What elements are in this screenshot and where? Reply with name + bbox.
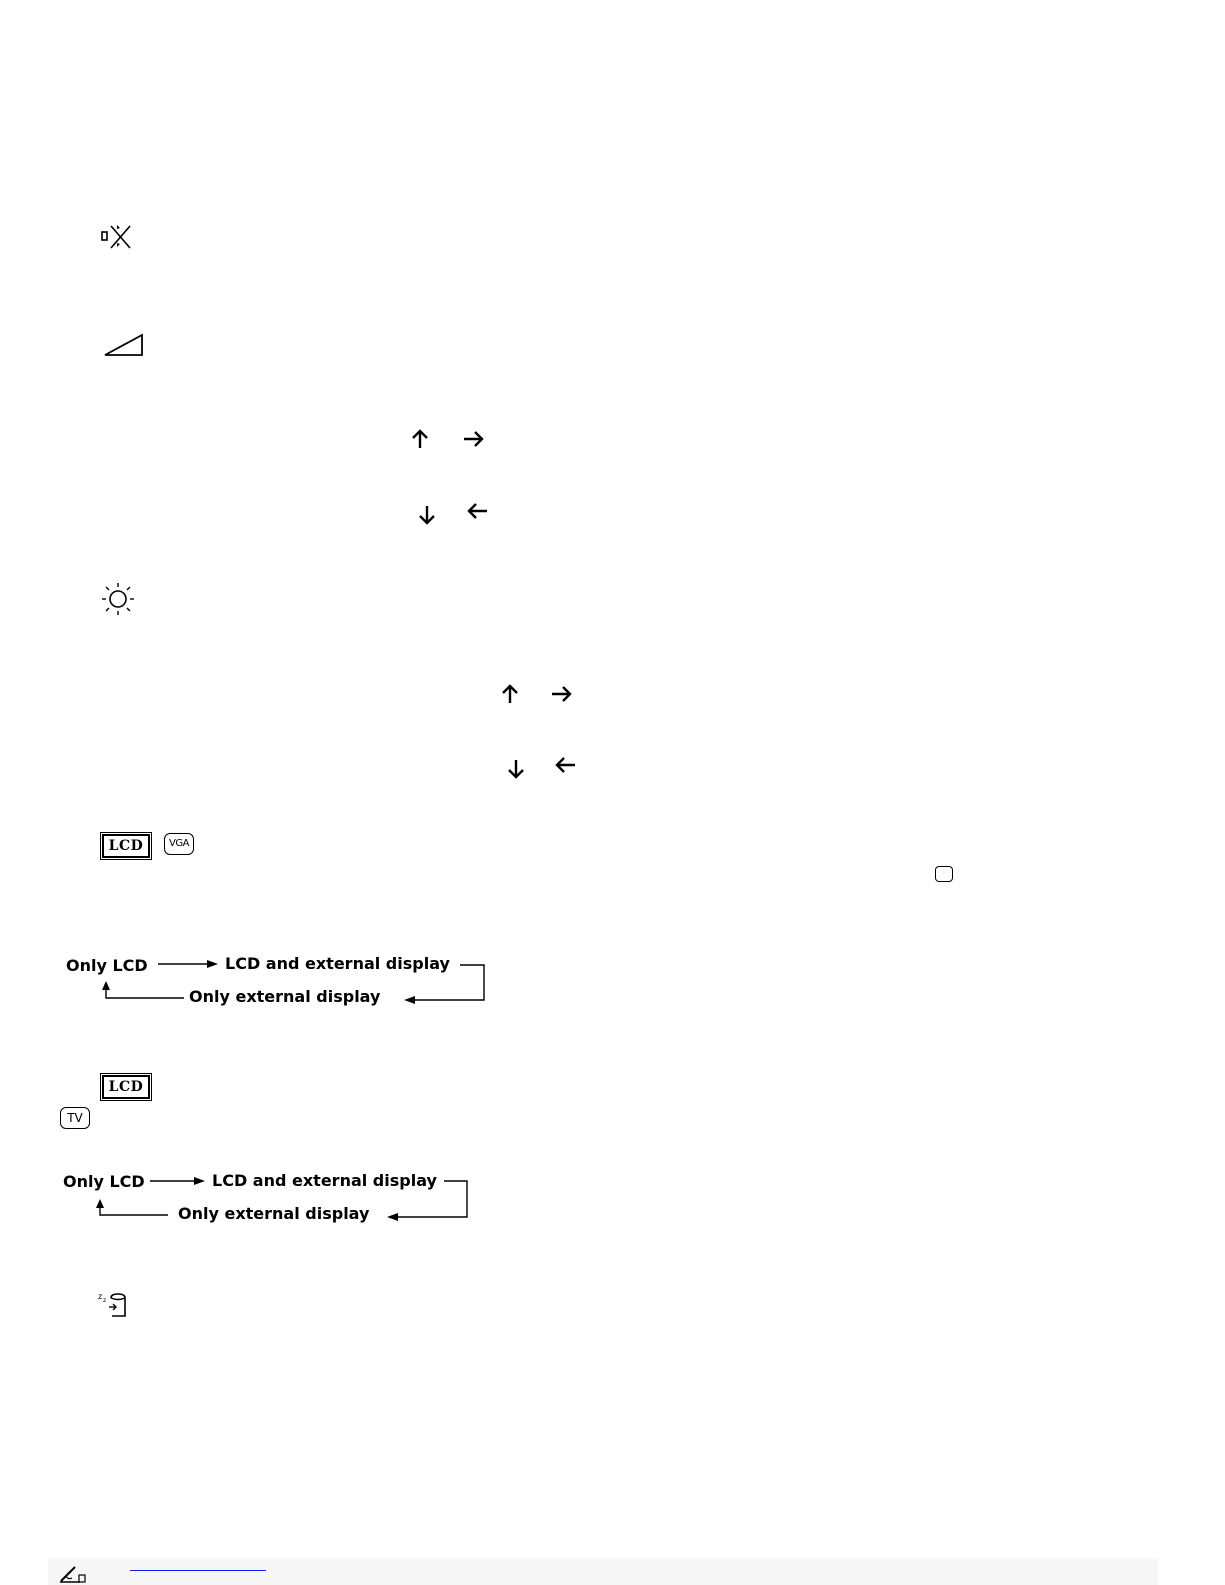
footer-link[interactable] xyxy=(130,1570,266,1571)
cycle-lcd-and-external-label: LCD and external display xyxy=(225,954,450,973)
note-pen-icon xyxy=(58,1564,88,1584)
cycle-only-lcd-label: Only LCD xyxy=(63,1172,145,1191)
standby-icon xyxy=(98,1290,132,1320)
cycle-lcd-and-external-label: LCD and external display xyxy=(212,1171,437,1190)
arrow-left-icon xyxy=(553,756,577,774)
tv-key-label: TV xyxy=(60,1107,90,1129)
vga-key-label: VGA xyxy=(164,833,194,855)
display-cycle-arrows xyxy=(0,1160,500,1240)
arrow-up-icon xyxy=(410,428,430,450)
cycle-only-external-label: Only external display xyxy=(178,1204,370,1223)
arrow-up-icon xyxy=(500,683,520,705)
brightness-sun-icon xyxy=(100,582,136,616)
arrow-down-icon xyxy=(417,504,437,526)
key-outline-icon xyxy=(935,866,953,882)
volume-triangle-icon xyxy=(102,332,144,358)
cycle-only-lcd-label: Only LCD xyxy=(66,956,148,975)
footer-bar xyxy=(48,1558,1158,1585)
mute-speaker-icon xyxy=(100,222,134,250)
arrow-right-icon xyxy=(462,430,486,448)
arrow-right-icon xyxy=(550,685,574,703)
cycle-only-external-label: Only external display xyxy=(189,987,381,1006)
svg-text:z: z xyxy=(103,1297,107,1304)
arrow-down-icon xyxy=(506,758,526,780)
display-cycle-arrows xyxy=(0,940,500,1020)
arrow-left-icon xyxy=(465,502,489,520)
svg-text:z: z xyxy=(98,1292,103,1301)
lcd-key-label: LCD xyxy=(102,1075,150,1099)
lcd-key-label: LCD xyxy=(102,834,150,858)
